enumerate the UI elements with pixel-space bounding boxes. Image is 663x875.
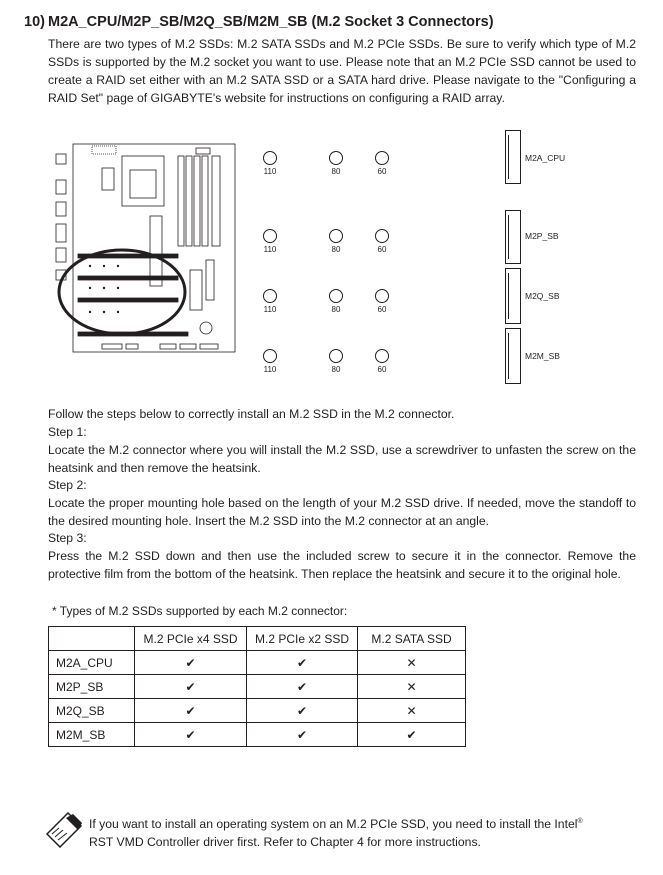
table-header: M.2 PCIe x2 SSD	[247, 627, 358, 651]
step-3-text: Press the M.2 SSD down and then use the included screw to secure it in the connector. Remove the protective film from the bottom of the heatsink. Then replace the heatsink and secure it to the original hole.	[48, 549, 636, 581]
connector-label: M2P_SB	[525, 231, 559, 241]
hole-label: 80	[331, 245, 341, 254]
connector-label: M2Q_SB	[525, 291, 560, 301]
check-icon: ✔	[247, 675, 358, 699]
connector-m2m-sb-icon	[505, 328, 521, 384]
table-row	[49, 723, 466, 747]
note-pencil-icon	[44, 812, 84, 848]
check-icon: ✔	[247, 651, 358, 675]
step-3-label: Step 3:	[48, 531, 87, 545]
step-1-text: Locate the M.2 connector where you will install the M.2 SSD, use a screwdriver to unfasten the screw on the heatsink and then remove the heatsink.	[48, 443, 636, 475]
check-icon: ✔	[135, 651, 247, 675]
steps-lead: Follow the steps below to correctly install an M.2 SSD in the M.2 connector.	[48, 407, 455, 421]
hole-label: 110	[263, 305, 277, 314]
cross-icon: ✕	[358, 699, 466, 723]
hole-label: 60	[377, 305, 387, 314]
hole-label: 60	[377, 365, 387, 374]
check-icon: ✔	[135, 723, 247, 747]
hole-label: 60	[377, 245, 387, 254]
table-cell: M2Q_SB	[49, 699, 135, 723]
table-caption: * Types of M.2 SSDs supported by each M.2 connector:	[52, 604, 348, 618]
connector-label: M2A_CPU	[525, 153, 566, 163]
table-cell: M2P_SB	[49, 675, 135, 699]
hole-label: 110	[263, 167, 277, 176]
check-icon: ✔	[247, 699, 358, 723]
connector-m2p-sb-icon	[505, 210, 521, 264]
m2-diagram	[0, 120, 663, 390]
cross-icon: ✕	[358, 651, 466, 675]
connector-m2q-sb-icon	[505, 268, 521, 324]
section-heading	[24, 14, 494, 30]
hole-label: 110	[263, 245, 277, 254]
board-dots	[89, 265, 119, 313]
table-row	[49, 675, 466, 699]
hole-label: 80	[331, 167, 341, 176]
check-icon: ✔	[135, 675, 247, 699]
section-title: M2A_CPU/M2P_SB/M2Q_SB/M2M_SB (M.2 Socket 3 Connectors)	[48, 14, 494, 30]
intro-paragraph: There are two types of M.2 SSDs: M.2 SATA SSDs and M.2 PCIe SSDs. Be sure to verify which type of M.2 SSDs is supported by the M.2 socket you want to use. Please note that an M.2 PCIe SSD cannot be used to create a RAID set either with an M.2 SATA SSD or a SATA hard drive. Please navigate to the "Configuring a RAID Set" page of GIGABYTE's website for instructions on configuring a RAID array.	[48, 37, 636, 105]
motherboard-illustration	[56, 144, 235, 352]
table-cell: M2A_CPU	[49, 651, 135, 675]
connector-label: M2M_SB	[525, 351, 560, 361]
m2-area-highlight	[59, 250, 185, 334]
step-2-label: Step 2:	[48, 478, 87, 492]
note-text: If you want to install an operating system on an M.2 PCIe SSD, you need to install the Intel® RST VMD Controller driver first. Refer to Chapter 4 for more instructions.	[89, 817, 583, 850]
step-1-label: Step 1:	[48, 425, 87, 439]
check-icon: ✔	[358, 723, 466, 747]
connector-m2a-cpu-icon	[505, 130, 521, 184]
hole-label: 60	[377, 167, 387, 176]
table-header	[49, 627, 135, 651]
check-icon: ✔	[247, 723, 358, 747]
section-number: 10)	[24, 14, 45, 30]
hole-label: 80	[331, 365, 341, 374]
table-row	[49, 651, 466, 675]
table-header: M.2 SATA SSD	[358, 627, 466, 651]
hole-label: 80	[331, 305, 341, 314]
ssd-support-table	[48, 626, 466, 747]
step-2-text: Locate the proper mounting hole based on the length of your M.2 SSD drive. If needed, move the standoff to the desired mounting hole. Insert the M.2 SSD into the M.2 connector at an angle.	[48, 496, 636, 528]
hole-label: 110	[263, 365, 277, 374]
table-row	[49, 699, 466, 723]
table-header: M.2 PCIe x4 SSD	[135, 627, 247, 651]
check-icon: ✔	[135, 699, 247, 723]
mounting-holes	[264, 152, 389, 363]
table-header-row	[49, 627, 466, 651]
table-cell: M2M_SB	[49, 723, 135, 747]
cross-icon: ✕	[358, 675, 466, 699]
